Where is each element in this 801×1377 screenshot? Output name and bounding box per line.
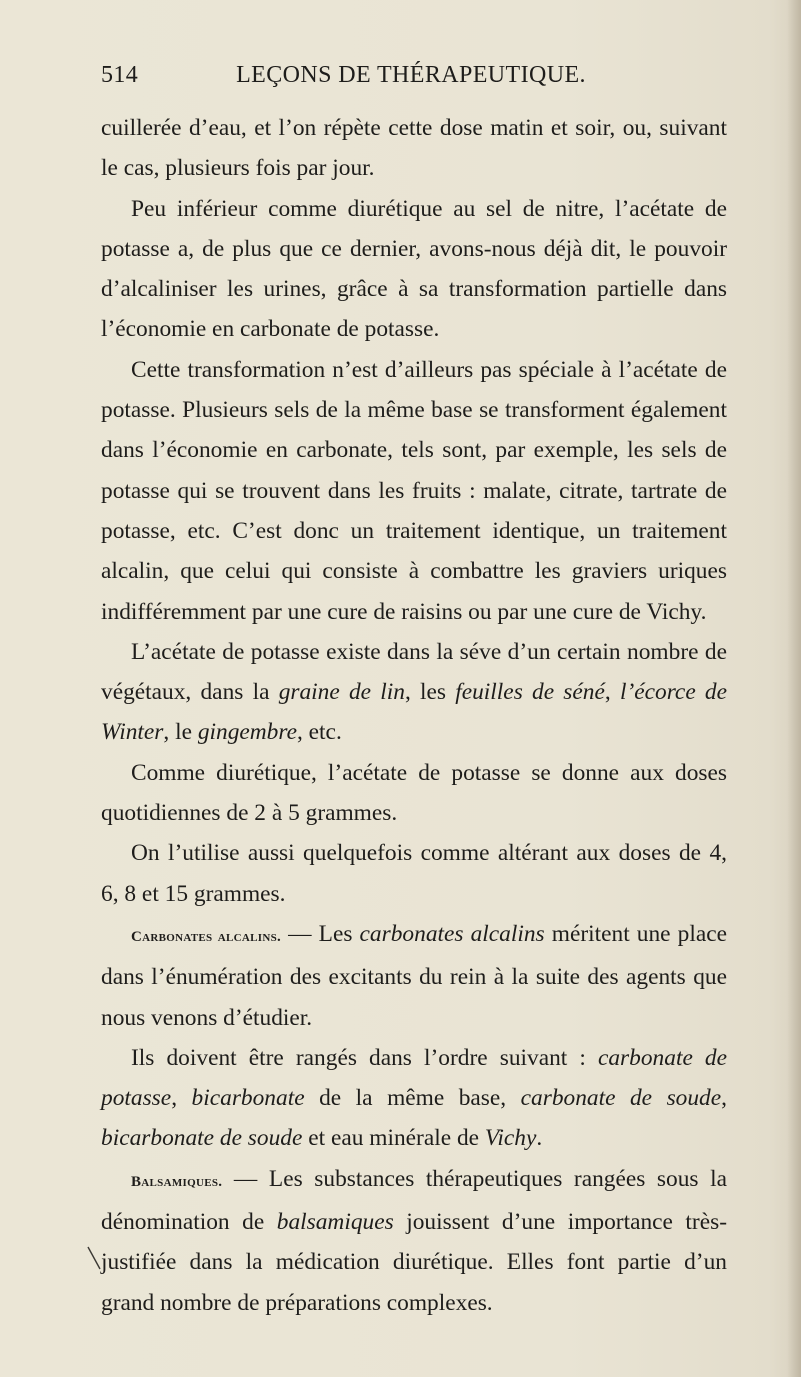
paragraph-8: Ils doivent être rangés dans l’ordre suivant : carbonate de potasse, bicarbonate de la même base, carbonate de soude, bicarbonate de soude et eau minérale de Vichy. — [101, 1044, 727, 1152]
italic-term: graine de lin — [278, 679, 405, 706]
italic-term: carbonates alcalins — [359, 920, 545, 947]
paragraph-2: Peu inférieur comme diurétique au sel de nitre, l’acétate de potasse a, de plus que ce dernier, avons-nous déjà dit, le pouvoir d’alcaliniser les urines, grâce à sa transformation partielle dans l’économie en carbonate de potasse. — [101, 195, 727, 343]
paragraph-4: L’acétate de potasse existe dans la séve d’un certain nombre de végétaux, dans la graine de lin, les feuilles de séné, l’écorce de Winter, le gingembre, etc. — [101, 638, 727, 746]
page-edge-shadow — [787, 0, 801, 1377]
page-number: 514 — [101, 62, 139, 88]
paragraph-6: On l’utilise aussi quelquefois comme altérant aux doses de 4, 6, 8 et 15 grammes. — [101, 840, 727, 907]
italic-term: feuilles de séné — [455, 679, 605, 706]
paragraph-5: Comme diurétique, l’acétate de potasse se donne aux doses quotidiennes de 2 à 5 grammes. — [101, 759, 727, 827]
section-heading-balsamiques: Balsamiques. — [131, 1173, 223, 1190]
section-heading-carbonates: Carbonates alcalins. — [131, 928, 282, 945]
paragraph-3: Cette transformation n’est d’ailleurs pas spéciale à l’acétate de potasse. Plusieurs sels de la même base se transforment également dans l’économie en carbonate, tels sont, par exemple, les sels de potasse qui se trouvent dans les fruits : malate, citrate, tartrate de potasse, etc. C’est donc un traitement identique, un traitement alcalin, que celui qui consiste à combattre les graviers uriques indifféremment par une cure de raisins ou par une cure de Vichy. — [101, 356, 727, 625]
italic-term: carbonate de soude — [520, 1085, 722, 1112]
margin-pencil-mark — [87, 1246, 101, 1270]
paragraph-9-balsamiques: Balsamiques. — Les substances thérapeutiques rangées sous la dénomination de balsamiques jouissent d’une importance très-justifiée dans la médication diurétique. Elles font partie d’un grand nombre de préparations complexes. — [101, 1165, 727, 1316]
italic-term: carbonate de potasse — [101, 1044, 727, 1112]
running-title: LEÇONS DE THÉRAPEUTIQUE. — [236, 62, 586, 88]
italic-term: bicarbonate — [191, 1085, 305, 1112]
page-header — [101, 62, 721, 96]
italic-term: gingembre — [197, 719, 297, 746]
paragraph-1: cuillerée d’eau, et l’on répète cette dose matin et soir, ou, suivant le cas, plusieurs fois par jour. — [101, 115, 727, 182]
italic-term: l’écorce de Winter — [101, 679, 727, 746]
paragraph-7-carbonates: Carbonates alcalins. — Les carbonates alcalins méritent une place dans l’énumération des excitants du rein à la suite des agents que nous venons d’étudier. — [101, 920, 727, 1031]
body-text — [101, 108, 727, 1323]
italic-term: balsamiques — [276, 1209, 394, 1236]
italic-term: bicarbonate de soude — [101, 1125, 303, 1152]
italic-term: Vichy — [484, 1125, 537, 1152]
